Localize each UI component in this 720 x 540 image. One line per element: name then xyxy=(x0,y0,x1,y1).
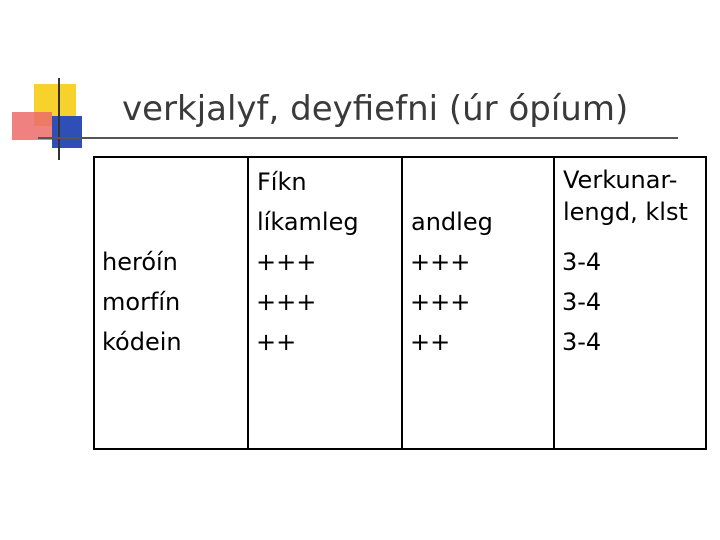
column-physical-addiction xyxy=(247,158,401,448)
table-cell: +++ xyxy=(256,288,317,316)
table-cell: 3-4 xyxy=(562,288,602,316)
header-line: andleg xyxy=(411,208,493,236)
drug-names xyxy=(102,242,182,362)
duration-values xyxy=(562,242,601,362)
title-underline xyxy=(38,137,678,139)
table-cell: 3-4 xyxy=(562,248,602,276)
decor-blue-square xyxy=(52,116,82,148)
column-duration xyxy=(553,158,705,448)
table-cell: +++ xyxy=(256,248,317,276)
table-cell: +++ xyxy=(410,248,471,276)
header-line: lengd, klst xyxy=(563,198,688,226)
column-mental-addiction xyxy=(401,158,553,448)
mental-values xyxy=(410,242,470,362)
slide-title: verkjalyf, deyfiefni (úr ópíum) xyxy=(122,89,629,129)
decor-red-square xyxy=(12,112,52,140)
table-cell: ++ xyxy=(256,328,297,356)
table-cell: +++ xyxy=(410,288,471,316)
column-header xyxy=(411,202,493,242)
drug-name: heróín xyxy=(102,248,178,276)
drug-name: morfín xyxy=(102,288,181,316)
physical-values xyxy=(256,242,316,362)
table-cell: 3-4 xyxy=(562,328,602,356)
drug-name: kódein xyxy=(102,328,182,356)
header-line: líkamleg xyxy=(257,208,359,236)
header-line: Fíkn xyxy=(257,168,307,196)
decor-vertical-line xyxy=(58,78,60,160)
column-header xyxy=(257,162,359,242)
column-header xyxy=(563,164,688,228)
table-cell: ++ xyxy=(410,328,451,356)
header-line: Verkunar- xyxy=(563,166,678,194)
column-drugs xyxy=(95,158,247,448)
drug-table xyxy=(93,156,707,450)
